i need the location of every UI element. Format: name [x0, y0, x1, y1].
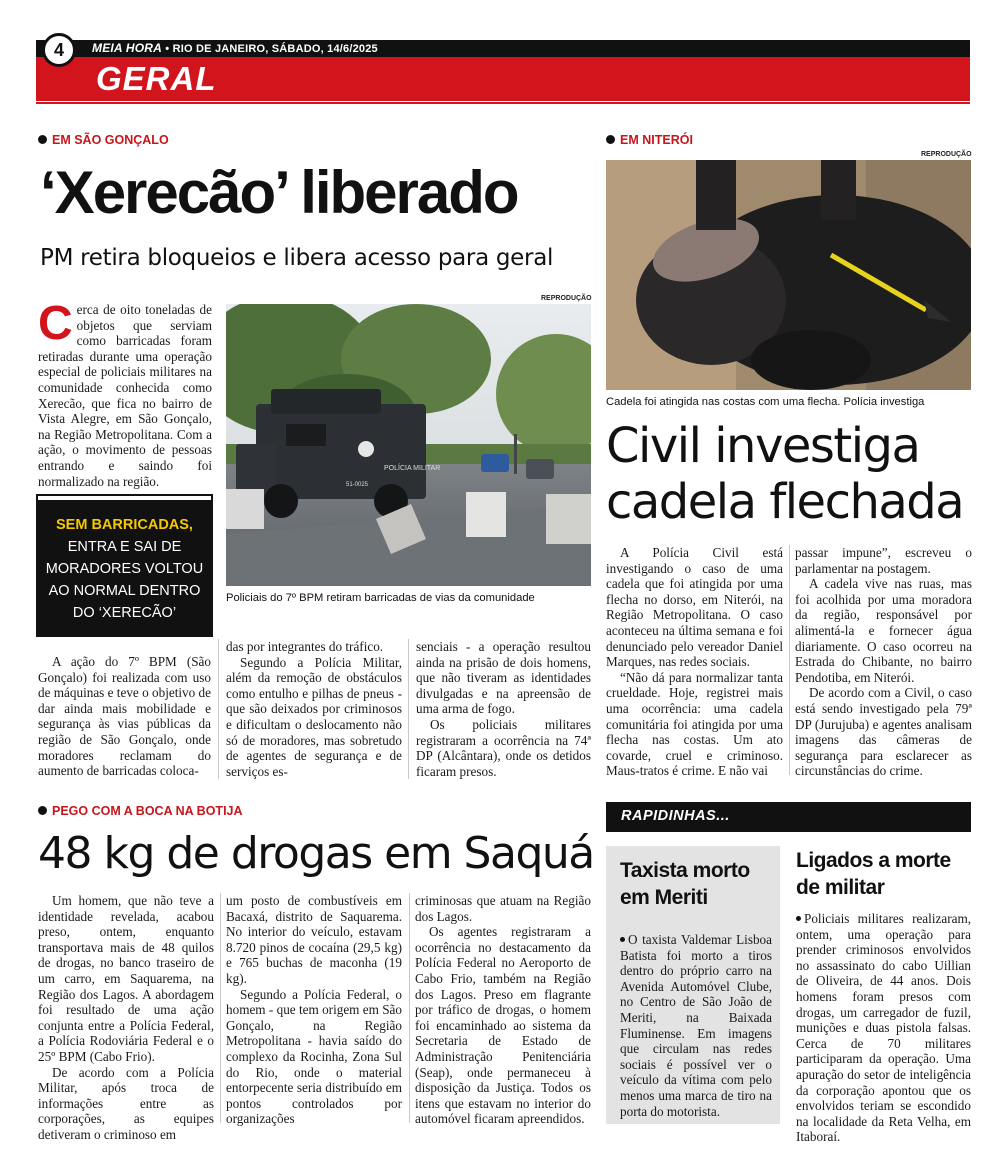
- kicker-sao-goncalo: [38, 133, 169, 147]
- body-paragraph: criminosas que atuam na Região dos Lagos.: [415, 893, 591, 924]
- body-paragraph: Os policiais militares registraram a ocorrência na 74ª DP (Alcântara), onde os detidos ficaram presos.: [416, 716, 591, 779]
- body-paragraph: Segundo a Polícia Militar, além da remoção de obstáculos como entulho e pilhas de pneus - que são deixados por criminosos e dificultam o deslocamento não só de moradores, mas sobretudo de agentes de segurança e de serviços es-: [226, 654, 402, 779]
- drop-cap: C: [38, 297, 73, 350]
- body-paragraph: “Não dá para normalizar tanta crueldade. Hoje, registrei mais uma ocorrência: uma cadela comunitária foi atingida por uma flecha nas costas. Um ato covarde, cruel e criminoso. Maus-tratos é crime. E não vai: [606, 669, 783, 779]
- lead-paragraph: [38, 297, 212, 489]
- body-column-1: [38, 654, 211, 779]
- photo-caption-xerecao: Policiais do 7º BPM retiram barricadas de vias da comunidade: [226, 592, 535, 604]
- pull-quote-box: [38, 496, 211, 635]
- kicker-label: EM NITERÓI: [620, 133, 693, 147]
- body-column-1: [38, 893, 214, 1143]
- pull-quote: [38, 514, 211, 624]
- body-column-2: [226, 893, 402, 1127]
- body-column-3: [415, 893, 591, 1127]
- headline-line: Civil investiga: [606, 418, 920, 474]
- body-paragraph: Segundo a Polícia Federal, o homem - que tem origem em São Gonçalo, na Região Metropolitana - havia saído do complexo da Rocinha, Zona Sul do Rio, onde o material entorpecente seria distribuído em pontos controlados por organizações: [226, 986, 402, 1127]
- column-divider: [408, 639, 409, 779]
- kicker-label: EM SÃO GONÇALO: [52, 133, 169, 147]
- bullet-dot-icon: [620, 937, 625, 942]
- column-divider: [409, 893, 410, 1123]
- dog-with-arrow-image: [606, 160, 971, 390]
- body-paragraph: das por integrantes do tráfico.: [226, 639, 384, 654]
- lead-text: erca de oito toneladas de objetos que serviam como barricadas foram retiradas durante uma operação especial de policiais militares na comunidade conhecida como Xerecão, que fica no bairro de Vista Alegre, em São Gonçalo, na Região Metropolitana. Com a ação, o movimento de pessoas entrando e saindo foi normalizado na região.: [38, 302, 212, 489]
- body-column-3: [416, 639, 591, 779]
- headline-line: cadela flechada: [606, 474, 964, 530]
- header-dateline: [92, 41, 378, 55]
- body-paragraph: De acordo com a Polícia Militar, após troca de informações entre as corporações, as equipes detiveram o criminoso em: [38, 1064, 214, 1142]
- pull-quote-highlight: SEM BARRICADAS,: [56, 517, 193, 533]
- vehicle-number: 51-0025: [346, 482, 369, 488]
- bullet-dot-icon: [38, 135, 47, 144]
- section-rule: [36, 102, 970, 104]
- kicker-label: PEGO COM A BOCA NA BOTIJA: [52, 804, 243, 818]
- body-paragraph: O taxista Valdemar Lisboa Batista foi morto a tiros dentro do próprio carro na Avenida Automóvel Clube, no Centro de São João de Meriti, na Baixada Fluminense. Em imagens que circulam nas redes sociais é possível ver o veículo da vítima com pelo menos uma marca de tiro na porta do motorista.: [620, 932, 772, 1119]
- body-paragraph: De acordo com a Civil, o caso está sendo investigado pela 79ª DP (Jurujuba) e agentes analisam imagens das câmeras de segurança para esclarecer as circunstâncias do crime.: [795, 685, 972, 779]
- body-column-1: [606, 545, 783, 779]
- body-paragraph: Um homem, que não teve a identidade revelada, acabou preso, ontem, enquanto transportava mais de 48 quilos de drogas, no banco traseiro de um carro, em Saquarema, na Região dos Lagos. A abordagem foi resultado de uma ação conjunta entre a Polícia Federal, a Polícia Rodoviária Federal e o 25º BPM (Cabo Frio).: [38, 893, 214, 1064]
- photo-credit: REPRODUÇÃO: [541, 295, 592, 302]
- kicker-boca-na-botija: [38, 804, 243, 818]
- subhead-xerecao: PM retira bloqueios e libera acesso para geral: [40, 245, 554, 271]
- vehicle-label: POLÍCIA MILITAR: [384, 465, 441, 472]
- body-paragraph: A cadela vive nas ruas, mas foi acolhida por uma moradora da região, responsável por alimentá-la e fornecer água diariamente. O caso ocorreu na Estrada do Chibante, no bairro Pendotiba, em Niterói.: [795, 576, 972, 685]
- rapidinha-headline-militar: Ligados a morte de militar: [796, 849, 951, 899]
- rapidinha-body-taxista: [620, 932, 772, 1119]
- dog-with-arrow-photo: [606, 160, 971, 390]
- body-paragraph: A Polícia Civil está investigando o caso de uma cadela que foi atingida por uma flecha no dorso, em Niterói, na Região Metropolitana. O caso aconteceu na última semana e foi denunciado pelo vereador Daniel Marques, nas redes sociais.: [606, 545, 783, 670]
- headline-drogas: 48 kg de drogas em Saquá: [38, 828, 594, 879]
- armored-vehicle-photo: [226, 304, 591, 586]
- kicker-niteroi: [606, 133, 693, 147]
- bullet-dot-icon: [38, 806, 47, 815]
- headline-cadela: [606, 418, 963, 530]
- bullet-dot-icon: [606, 135, 615, 144]
- body-paragraph: um posto de combustíveis em Bacaxá, distrito de Saquarema. No interior do veículo, estavam 8.720 pinos de cocaína (29,5 kg) e 765 buchas de maconha (19 kg).: [226, 893, 402, 986]
- armored-vehicle-image: [226, 304, 591, 586]
- headline-xerecao: ‘Xerecão’ liberado: [40, 159, 518, 226]
- body-paragraph: Os agentes registraram a ocorrência no destacamento da Polícia Federal no Aeroporto de Cabo Frio, também na Região dos Lagos. Preso em flagrante por tráfico de drogas, o homem foi encaminhado ao sistema da Secretaria de Estado de Administração Penitenciária (Seap), onde permaneceu à disposição da Justiça. Todos os itens que estavam no interior do automóvel ficaram apreendidos.: [415, 924, 591, 1127]
- body-paragraph: Policiais militares realizaram, ontem, uma operação para prender criminosos envolvidos no assassinato do cabo Uillian de Oliveira, de 44 anos. Dois homens foram presos com drogas, um carregador de fuzil, munições e duas pistola falsas. Cerca de 70 militares participaram da operação. Uma apuração do setor de inteligência da corporação apontou que os envolvidos teriam se escondido na localidade da Reta Velha, em Itaboraí.: [796, 911, 971, 1145]
- body-paragraph: A ação do 7º BPM (São Gonçalo) foi realizada com uso de máquinas e teve o objetivo de dar ainda mais mobilidade e segurança às vias públicas da região de São Gonçalo, onde moradores reclamam do aumento de barricadas coloca-: [38, 654, 211, 779]
- bullet-dot-icon: [796, 916, 801, 921]
- body-column-2: [795, 545, 972, 779]
- rapidinhas-title: RAPIDINHAS...: [621, 808, 730, 824]
- body-column-2: [226, 639, 402, 779]
- pull-quote-text: ENTRA E SAI DE MORADORES VOLTOU AO NORMAL DENTRO DO ‘XERECÃO’: [45, 539, 204, 621]
- column-divider: [220, 893, 221, 1123]
- page-number: 4: [42, 33, 76, 67]
- column-divider: [218, 639, 219, 779]
- photo-caption-dog: Cadela foi atingida nas costas com uma flecha. Polícia investiga: [606, 396, 925, 408]
- photo-credit: REPRODUÇÃO: [921, 151, 972, 158]
- body-paragraph: passar impune”, escreveu o parlamentar na postagem.: [795, 545, 972, 576]
- section-title: GERAL: [96, 60, 217, 97]
- rapidinha-headline-taxista: Taxista morto em Meriti: [620, 859, 750, 909]
- rapidinha-body-militar: [796, 911, 971, 1145]
- brand-name: MEIA HORA: [92, 41, 163, 55]
- dateline: • RIO DE JANEIRO, SÁBADO, 14/6/2025: [162, 43, 378, 55]
- column-divider: [789, 545, 790, 775]
- body-paragraph: senciais - a operação resultou ainda na prisão de dois homens, que não tiveram as identidades divulgadas e na apreensão de uma arma de fogo.: [416, 639, 591, 717]
